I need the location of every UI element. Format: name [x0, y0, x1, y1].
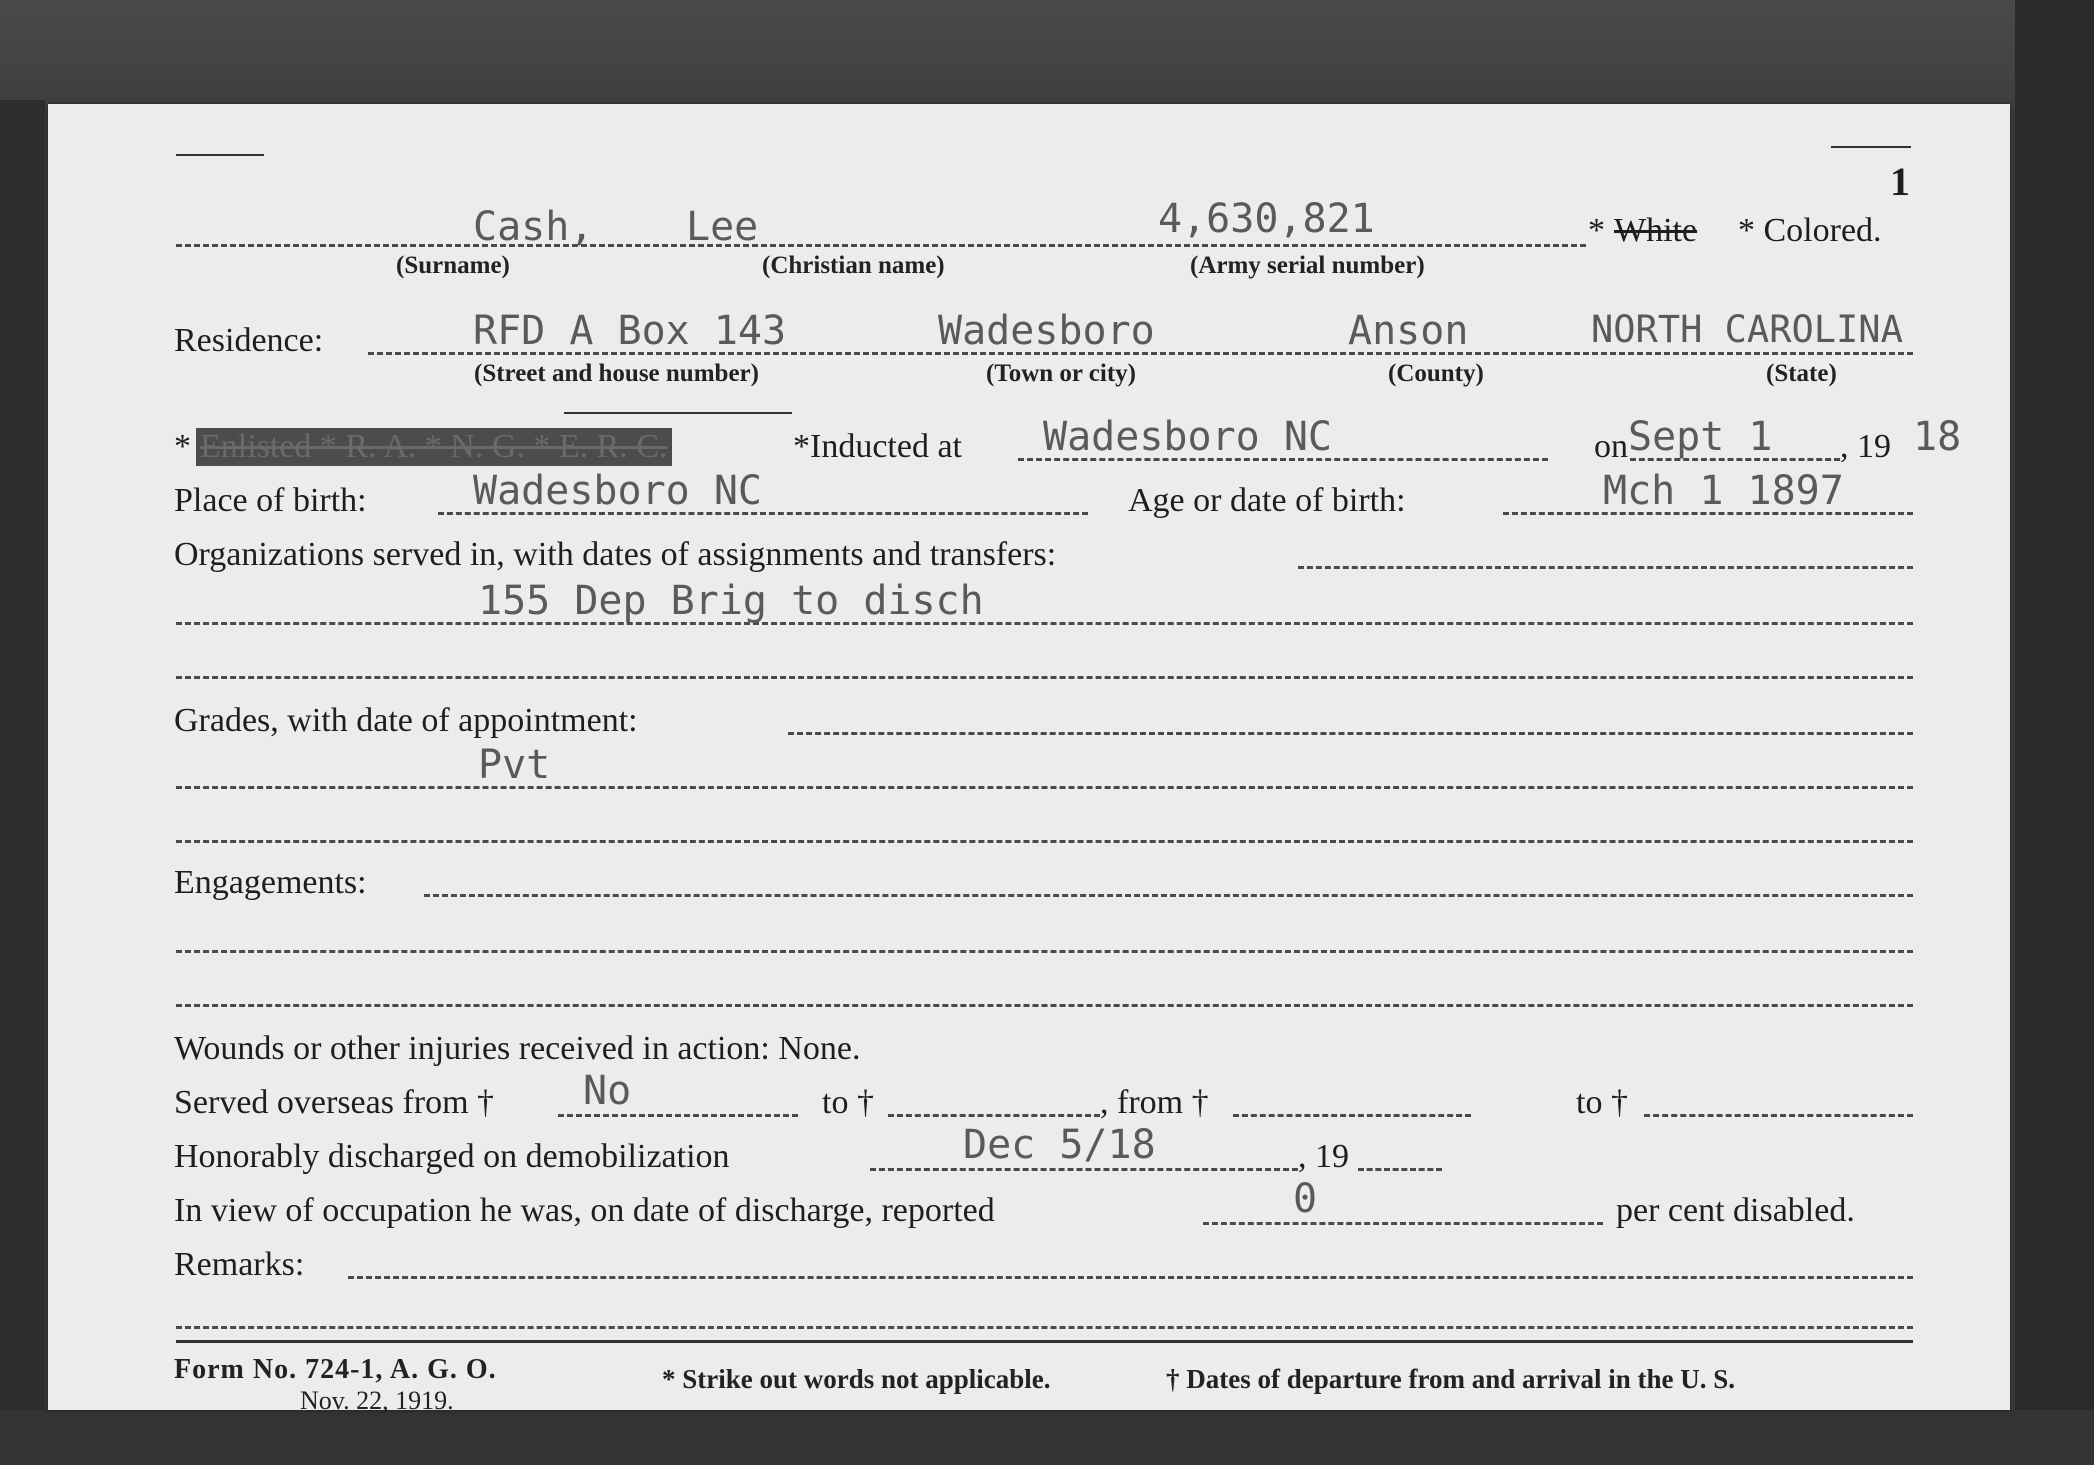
street-value: RFD A Box 143 — [473, 308, 787, 354]
service-record-card — [48, 104, 2010, 1415]
organizations-line-1 — [1298, 566, 1913, 569]
overseas-to-line-2 — [1644, 1114, 1913, 1117]
caption-serial-number: (Army serial number) — [1190, 252, 1425, 279]
organizations-value: 155 Dep Brig to disch — [478, 578, 984, 624]
caption-county: (County) — [1388, 360, 1484, 387]
remarks-line-2 — [176, 1326, 1913, 1329]
engagements-line-3 — [176, 1004, 1913, 1007]
enlisted-struck-redacted: Enlisted * R. A. * N. G. * E. R. C. — [196, 428, 672, 466]
discharge-date-value: Dec 5/18 — [963, 1122, 1156, 1168]
engagements-label: Engagements: — [174, 864, 367, 901]
overseas-from-line-2 — [1233, 1114, 1471, 1117]
engagements-line-1 — [424, 894, 1913, 897]
grades-line-1 — [788, 732, 1913, 735]
disabled-label: per cent disabled. — [1616, 1192, 1855, 1229]
discharge-year-label: , 19 — [1298, 1138, 1349, 1175]
caption-street: (Street and house number) — [474, 360, 759, 387]
to-label-2: to † — [1576, 1084, 1628, 1121]
age-label: Age or date of birth: — [1128, 482, 1406, 519]
caption-surname: (Surname) — [396, 252, 510, 279]
race-colored: * Colored. — [1738, 212, 1882, 249]
wounds-label: Wounds or other injuries received in action: None. — [174, 1030, 861, 1067]
form-date: Nov. 22, 1919. — [300, 1386, 454, 1415]
county-value: Anson — [1348, 308, 1469, 354]
caption-state: (State) — [1766, 360, 1837, 387]
name-line — [176, 244, 1586, 247]
scan-background-left — [0, 100, 45, 1465]
grades-label: Grades, with date of appointment: — [174, 702, 638, 739]
discharged-label: Honorably discharged on demobilization — [174, 1138, 730, 1175]
christian-name-value: Lee — [686, 204, 759, 250]
caption-christian-name: (Christian name) — [762, 252, 945, 279]
birthplace-value: Wadesboro NC — [473, 468, 762, 514]
grades-line-3 — [176, 840, 1913, 843]
organizations-line-2 — [176, 622, 1913, 625]
footnote-dates: † Dates of departure from and arrival in the U. S. — [1166, 1364, 1735, 1394]
remarks-label: Remarks: — [174, 1246, 305, 1283]
remarks-line-1 — [348, 1276, 1913, 1279]
residence-label: Residence: — [174, 322, 324, 359]
enlisted-overline — [564, 412, 792, 414]
discharge-year-line — [1358, 1168, 1442, 1171]
inducted-year-value: 18 — [1913, 414, 1962, 460]
scan-background-bottom — [0, 1410, 2094, 1465]
overseas-to-line-1 — [888, 1114, 1100, 1117]
surname-value: Cash, — [473, 204, 594, 250]
inducted-label: *Inducted at — [793, 428, 962, 465]
top-left-rule — [176, 154, 264, 156]
engagements-line-2 — [176, 950, 1913, 953]
overseas-label: Served overseas from † — [174, 1084, 495, 1121]
town-value: Wadesboro — [938, 308, 1155, 354]
footnote-strike: * Strike out words not applicable. — [662, 1364, 1051, 1394]
inducted-place-value: Wadesboro NC — [1043, 414, 1332, 460]
disabled-line — [1203, 1222, 1603, 1225]
state-value: NORTH CAROLINA — [1591, 308, 1903, 351]
race-white-struck: White — [1614, 212, 1698, 249]
caption-town: (Town or city) — [986, 360, 1136, 387]
scan-background-top — [0, 0, 2094, 110]
inducted-date-value: Sept 1 — [1628, 414, 1773, 460]
on-label: on — [1594, 428, 1628, 465]
birth-date-value: Mch 1 1897 — [1603, 468, 1844, 514]
enlisted-star: * — [174, 428, 191, 465]
from-label: , from † — [1100, 1084, 1209, 1121]
birthplace-label: Place of birth: — [174, 482, 367, 519]
organizations-line-3 — [176, 676, 1913, 679]
race-star: * — [1588, 212, 1605, 249]
to-label-1: to † — [822, 1084, 874, 1121]
disabled-value: 0 — [1293, 1176, 1318, 1222]
overseas-value: No — [583, 1068, 632, 1114]
footer-rule — [176, 1340, 1913, 1343]
form-number: Form No. 724-1, A. G. O. — [174, 1354, 497, 1385]
occupation-label: In view of occupation he was, on date of discharge, reported — [174, 1192, 995, 1229]
organizations-label: Organizations served in, with dates of assignments and transfers: — [174, 536, 1057, 573]
serial-number-value: 4,630,821 — [1158, 196, 1375, 242]
inducted-year-prefix: , 19 — [1840, 428, 1891, 465]
card-number: 1 — [1890, 159, 1910, 204]
grades-line-2 — [176, 786, 1913, 789]
overseas-from-line — [558, 1114, 798, 1117]
top-right-rule — [1831, 146, 1911, 148]
grade-value: Pvt — [478, 742, 551, 788]
discharge-date-line — [870, 1168, 1298, 1171]
scan-background-right — [2015, 0, 2094, 1465]
